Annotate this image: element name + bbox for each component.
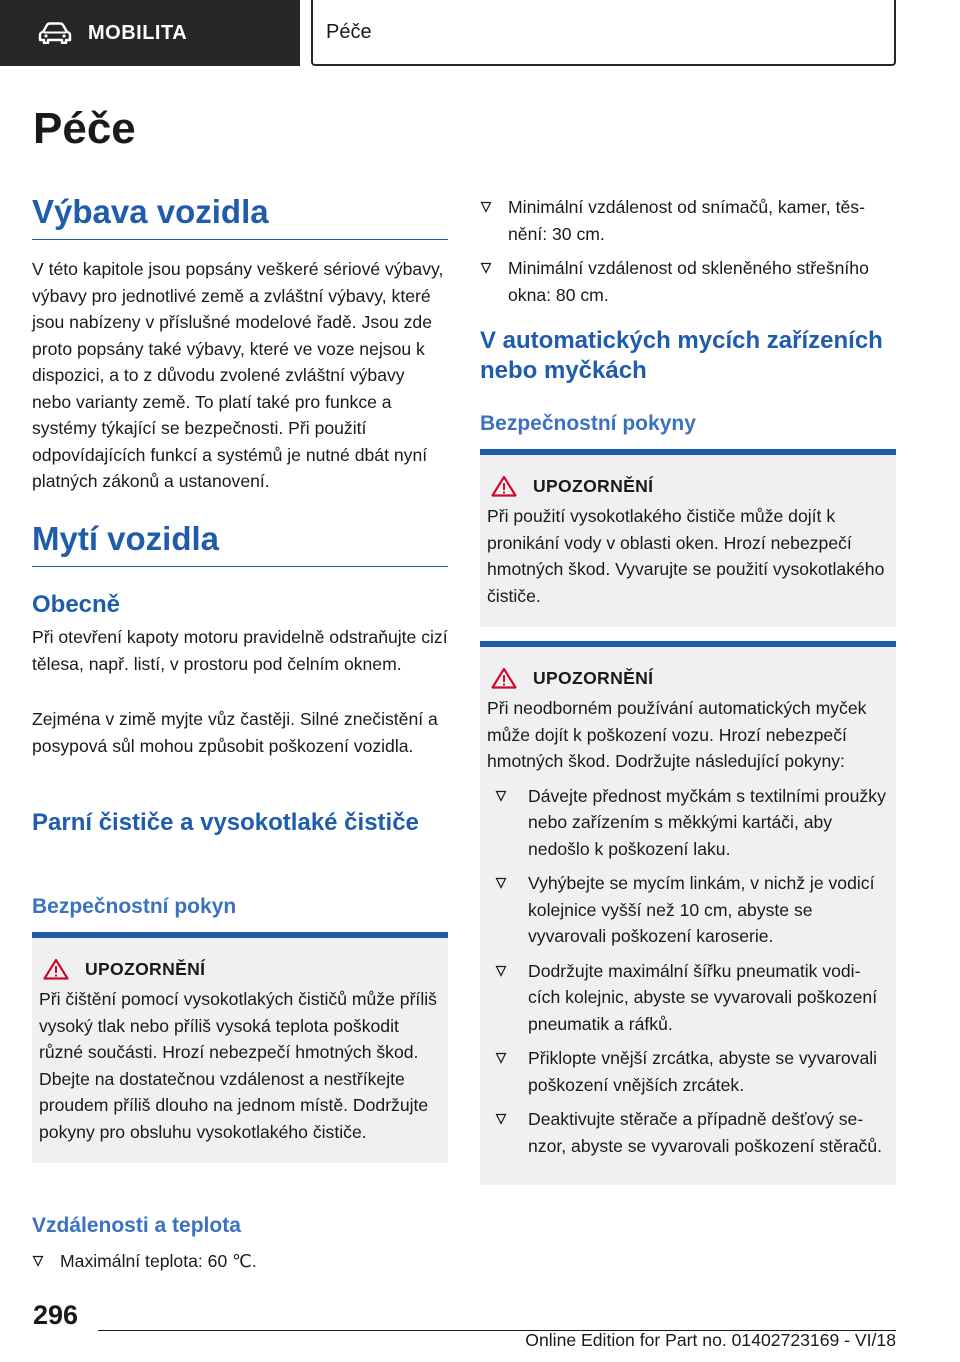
heading-bezpecnostni-pokyny: Bezpečnostní pokyny — [480, 412, 696, 435]
bullet-list-teplota — [32, 1248, 448, 1283]
heading-obecne: Obecně — [32, 591, 121, 618]
warning-box-mycky — [480, 641, 896, 1185]
paragraph-vybava: V této kapitole jsou popsány veškeré sériové výbavy, výbavy pro jednotlivé země a zvláštní výbavy, které jsou nabízeny v příslušné modelové řadě. Jsou zde proto popsány také výbavy, které ve voze nejsou k dispozici, a to z důvodu zvolené zvláštní výbavy nebo varianty země. To platí také pro funkce a systémy týkající se bezpečnosti. Při použití odpovídajících funkcí a systémů je nutné dbát nyní platných zákonů a ustanovení. — [32, 259, 444, 491]
list-item: Minimální vzdálenost od snímačů, kamer, těsnění: 30 cm. — [480, 194, 896, 247]
section-tab — [0, 0, 300, 66]
triangle-bullet-icon — [495, 877, 507, 889]
warning-title: UPOZORNĚNÍ — [85, 958, 206, 979]
warning-triangle-icon — [43, 958, 69, 980]
warning-header — [39, 958, 438, 980]
triangle-bullet-icon — [32, 1255, 44, 1267]
warning-triangle-icon — [491, 667, 517, 689]
triangle-bullet-icon — [480, 262, 492, 274]
heading-parni-cistice: Parní čističe a vysokotlaké čističe — [32, 809, 419, 836]
heading-vybava-vozidla: Výbava vozidla — [32, 193, 448, 240]
list-item: Dávejte přednost myčkám s textilními proužky nebo zařízením s měkkými kartáči, aby nedošlo k poškození laku. — [495, 783, 886, 863]
section-label: MOBILITA — [88, 21, 188, 44]
warning-triangle-icon — [491, 475, 517, 497]
warning-box-vysokotlake — [32, 932, 448, 1163]
triangle-bullet-icon — [495, 1052, 507, 1064]
heading-myti-vozidla: Mytí vozidla — [32, 520, 448, 567]
paragraph-obecne-1: Při otevření kapoty motoru pravidelně odstraňujte cizí tělesa, např. listí, v prostoru pod čelním oknem. — [32, 627, 448, 674]
triangle-bullet-icon — [480, 201, 492, 213]
page-header — [0, 0, 960, 66]
warning-text: Při čištění pomocí vysokotlakých čističů může příliš vysoký tlak nebo příliš vysoká teplota poškodit různé součásti. Hrozí nebezpečí hmotných škod. Dbejte na dostatečnou vzdálenost a nestříkejte proudem příliš dlouho na jednom místě. Dodržujte pokyny pro obsluhu vysokotlakého čističe. — [39, 989, 437, 1142]
paragraph-obecne-2: Zejména v zimě myjte vůz častěji. Silné znečistění a posypová sůl mohou způsobit poškození vozidla. — [32, 709, 438, 756]
warning-title: UPOZORNĚNÍ — [533, 667, 654, 688]
warning-title: UPOZORNĚNÍ — [533, 475, 654, 496]
page-tab — [311, 0, 896, 66]
heading-bezpecnostni-pokyn: Bezpečnostní pokyn — [32, 895, 237, 918]
edition-info: Online Edition for Part no. 01402723169 - VI/18 — [525, 1330, 896, 1350]
bullet-list-vzdalenosti — [480, 194, 896, 316]
triangle-bullet-icon — [495, 1113, 507, 1125]
warning-text: Při použití vysokotlakého čističe může dojít k pronikání vody v oblasti oken. Hrozí nebezpečí hmotných škod. Vyvarujte se použití vysokotlakého čističe. — [487, 506, 885, 606]
warning-box-okna — [480, 449, 896, 627]
triangle-bullet-icon — [495, 790, 507, 802]
list-item: Deaktivujte stěrače a případně dešťový senzor, abyste se vyvarovali poškození stěračů. — [495, 1106, 886, 1159]
warning-header — [487, 475, 886, 497]
page-tab-label: Péče — [326, 20, 372, 43]
list-item: Maximální teplota: 60 ℃. — [32, 1248, 448, 1275]
list-item: Přiklopte vnější zrcátka, abyste se vyvarovali poškození vnějších zrcátek. — [495, 1045, 886, 1098]
page-number: 296 — [33, 1300, 79, 1330]
triangle-bullet-icon — [495, 965, 507, 977]
list-item: Minimální vzdálenost od skleněného střešního okna: 80 cm. — [480, 255, 896, 308]
page-title: Péče — [33, 104, 136, 153]
warning-bullet-list — [487, 783, 886, 1160]
heading-vzdalenosti-teplota: Vzdálenosti a teplota — [32, 1214, 241, 1237]
car-icon — [38, 22, 72, 44]
warning-text: Při neodborném používání automatických myček může dojít k poškození vozu. Hrozí nebezpečí hmotných škod. Dodržujte následující pokyny: — [487, 698, 867, 771]
heading-automaticke-myci: V automatických mycích zařízeních nebo myčkách — [480, 327, 883, 384]
list-item: Dodržujte maximální šířku pneumatik vodicích kolejnic, abyste se vyvarovali poškození pneumatik a ráfků. — [495, 958, 886, 1038]
warning-header — [487, 667, 886, 689]
list-item: Vyhýbejte se mycím linkám, v nichž je vodicí kolejnice vyšší než 10 cm, abyste se vyvarovali poškození karoserie. — [495, 870, 886, 950]
